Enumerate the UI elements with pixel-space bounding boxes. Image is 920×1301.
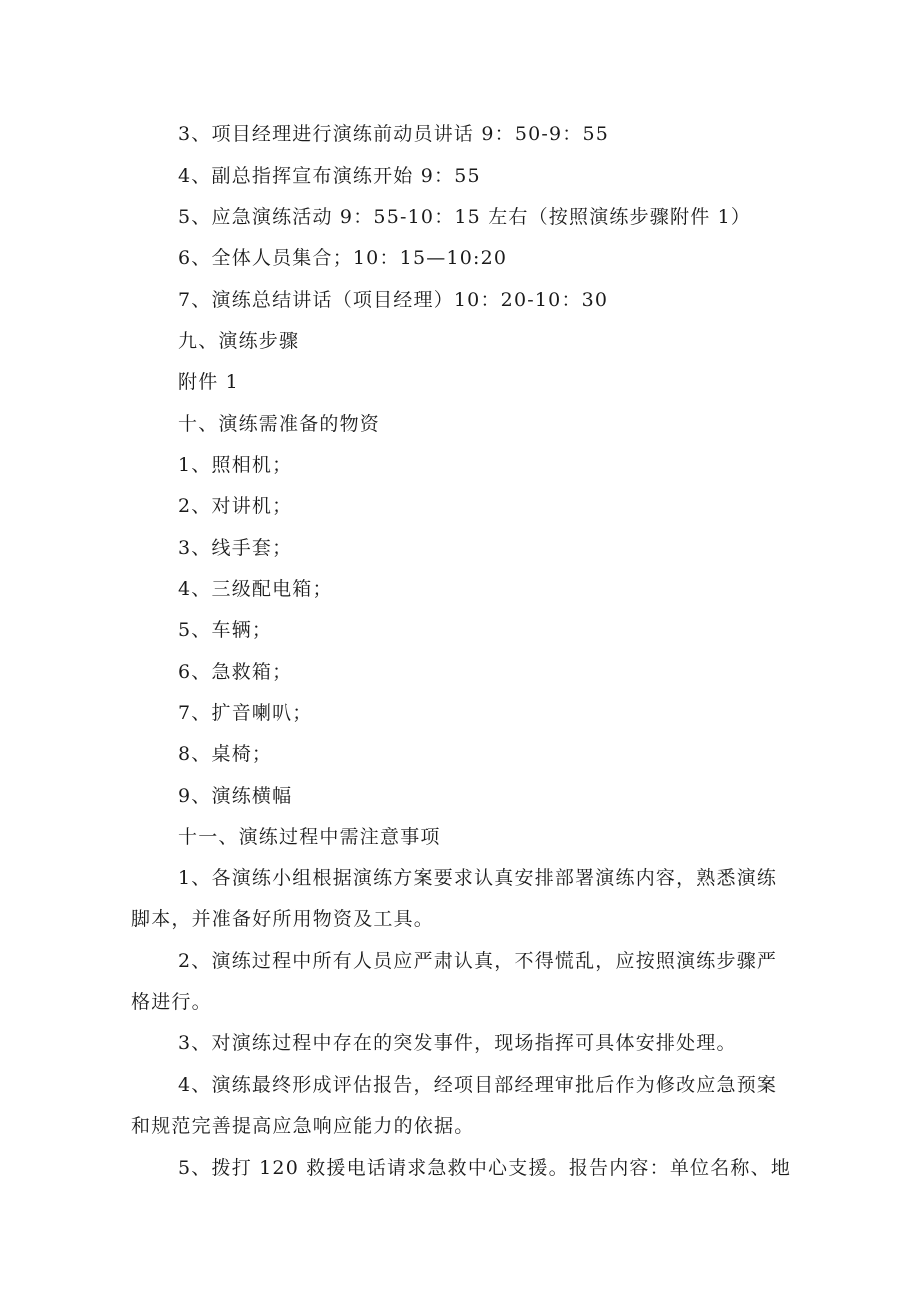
paragraph-line: 格进行。: [131, 991, 212, 1013]
paragraph-line: 2、演练过程中所有人员应严肃认真，不得慌乱，应按照演练步骤严: [178, 950, 778, 972]
section-heading-11: 十一、演练过程中需注意事项: [178, 826, 441, 848]
paragraph-line: 脚本，并准备好所用物资及工具。: [131, 908, 435, 930]
material-item: 9、演练横幅: [178, 785, 293, 807]
material-item: 3、线手套；: [178, 537, 293, 559]
material-item: 7、扩音喇叭；: [178, 702, 313, 724]
section-heading-10: 十、演练需准备的物资: [178, 413, 381, 435]
material-item: 1、照相机；: [178, 454, 293, 476]
material-item: 2、对讲机；: [178, 495, 293, 517]
schedule-item-4: 4、副总指挥宣布演练开始 9：55: [178, 165, 481, 187]
material-item: 4、三级配电箱；: [178, 578, 333, 600]
paragraph-line: 和规范完善提高应急响应能力的依据。: [131, 1115, 475, 1137]
material-item: 8、桌椅；: [178, 743, 273, 765]
paragraph-line: 5、拨打 120 救援电话请求急救中心支援。报告内容：单位名称、地: [178, 1157, 792, 1179]
paragraph-line: 4、演练最终形成评估报告，经项目部经理审批后作为修改应急预案: [178, 1074, 778, 1096]
attachment-label: 附件 1: [178, 371, 239, 393]
material-item: 5、车辆；: [178, 619, 273, 641]
schedule-item-5: 5、应急演练活动 9：55-10：15 左右（按照演练步骤附件 1）: [178, 206, 752, 228]
schedule-item-3: 3、项目经理进行演练前动员讲话 9：50-9：55: [178, 123, 610, 145]
material-item: 6、急救箱；: [178, 661, 293, 683]
paragraph-line: 1、各演练小组根据演练方案要求认真安排部署演练内容，熟悉演练: [178, 867, 778, 889]
schedule-item-6: 6、全体人员集合；10：15—10:20: [178, 247, 508, 269]
paragraph-line: 3、对演练过程中存在的突发事件，现场指挥可具体安排处理。: [178, 1032, 737, 1054]
schedule-item-7: 7、演练总结讲话（项目经理）10：20-10：30: [178, 289, 609, 311]
section-heading-9: 九、演练步骤: [178, 330, 300, 352]
